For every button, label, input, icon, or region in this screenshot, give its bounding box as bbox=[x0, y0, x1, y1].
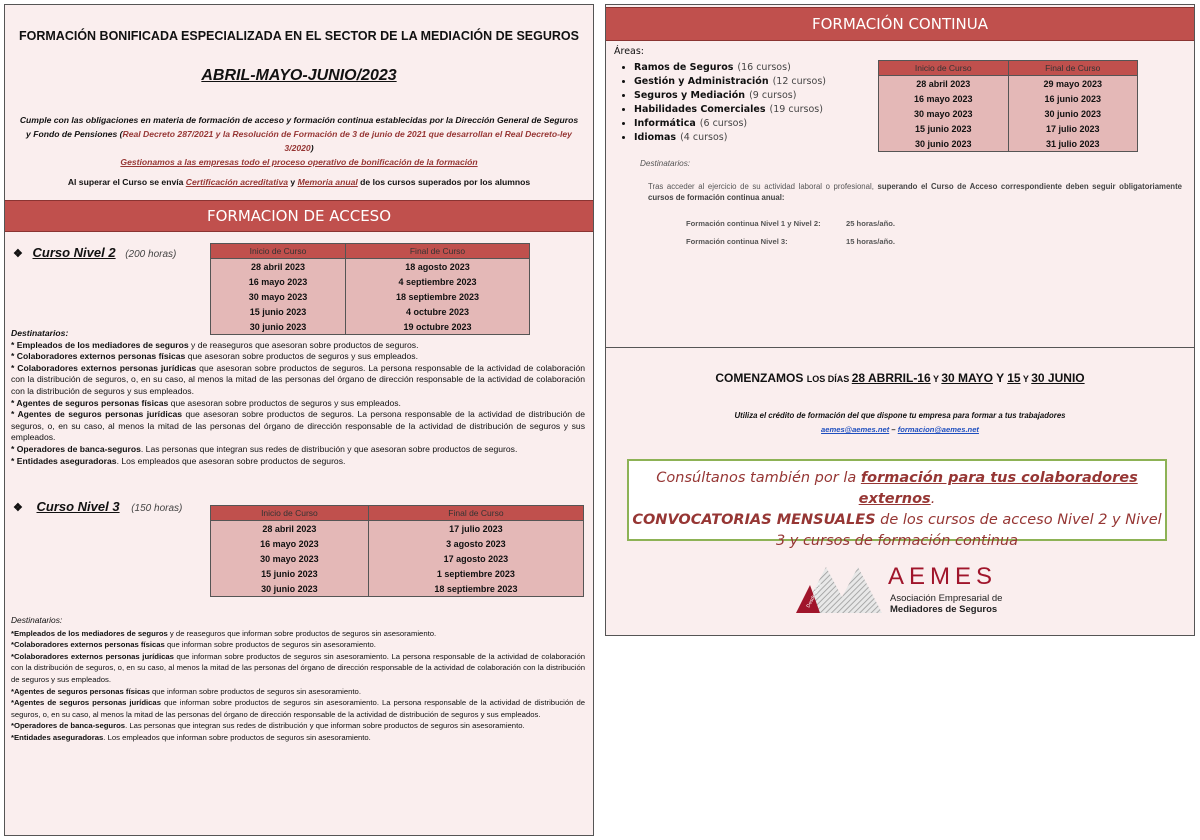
recipient-name: *Operadores de banca-seguros bbox=[11, 721, 126, 731]
hours-label: Formación continua Nivel 3: bbox=[686, 237, 788, 246]
intro-obligations bbox=[17, 113, 581, 155]
intro-management: Gestionamos a las empresas todo el proceso operativo de bonificación de la formación bbox=[120, 157, 478, 167]
area-name: Gestión y Administración bbox=[634, 76, 769, 87]
area-count: (4 cursos) bbox=[680, 132, 728, 143]
start-a: COMENZAMOS bbox=[715, 371, 807, 385]
col-start-header: Inicio de Curso bbox=[211, 244, 346, 259]
logo-name: AEMES bbox=[888, 563, 998, 590]
area-count: (16 cursos) bbox=[737, 62, 791, 73]
recipient-item bbox=[11, 732, 585, 744]
col-start-header: Inicio de Curso bbox=[879, 61, 1009, 76]
start-date-cell: 16 mayo 2023 bbox=[211, 536, 369, 551]
credit-text: Utiliza el crédito de formación del que dispone tu empresa para formar a tus trabajadores bbox=[734, 411, 1066, 420]
recipient-name: * Empleados de los mediadores de seguros bbox=[11, 339, 189, 350]
recipient-name: *Agentes de seguros personas físicas bbox=[11, 686, 150, 696]
end-date-cell: 16 junio 2023 bbox=[1008, 91, 1138, 106]
promo-a: Consúltanos también por la bbox=[656, 470, 861, 486]
recipient-item bbox=[11, 398, 585, 410]
recipient-item bbox=[11, 628, 585, 640]
end-date-cell: 3 agosto 2023 bbox=[368, 536, 583, 551]
cert-text-e: de los cursos superados por los alumnos bbox=[357, 177, 531, 187]
continua-dates-table bbox=[878, 60, 1138, 152]
recipient-desc: y de reaseguros que asesoran sobre productos de seguros. bbox=[188, 339, 419, 350]
continua-recipients-title: Destinatarios: bbox=[640, 159, 691, 168]
section-header-acceso: FORMACION DE ACCESO bbox=[5, 200, 593, 232]
col-end-header: Final de Curso bbox=[368, 506, 583, 521]
date-row bbox=[879, 91, 1138, 106]
promo-box bbox=[627, 459, 1167, 549]
date-row bbox=[211, 274, 530, 289]
email-separator: – bbox=[889, 425, 898, 434]
nivel2-recipients bbox=[11, 328, 585, 467]
area-item bbox=[634, 61, 874, 75]
date-row bbox=[879, 106, 1138, 121]
recipient-name: *Empleados de los mediadores de seguros bbox=[11, 628, 168, 638]
area-count: (12 cursos) bbox=[772, 76, 826, 87]
hours-values bbox=[846, 215, 895, 251]
memoria-link: Memoria anual bbox=[297, 177, 358, 187]
start-date-cell: 30 mayo 2023 bbox=[879, 106, 1009, 121]
promo-b: formación para tus colaboradores externos bbox=[858, 470, 1138, 507]
date-row bbox=[211, 551, 584, 566]
end-date-cell: 4 septiembre 2023 bbox=[346, 274, 530, 289]
end-date-cell: 1 septiembre 2023 bbox=[368, 566, 583, 581]
cert-text-a: Al superar el Curso se envía bbox=[67, 177, 186, 187]
intro-text-a: Cumple con las obligaciones en materia de formación de acceso y formación continua establecidas por la Dirección General de Seguros y Fondo de Pensiones ( bbox=[19, 115, 579, 139]
recipient-item bbox=[11, 456, 585, 468]
start-date-cell: 30 junio 2023 bbox=[211, 581, 369, 597]
date-row bbox=[211, 566, 584, 581]
recipient-name: * Colaboradores externos personas jurídicas bbox=[11, 362, 197, 373]
start-dates bbox=[606, 371, 1194, 385]
cert-text-c: y bbox=[288, 177, 298, 187]
recipient-desc: y de reaseguros que informan sobre productos de seguros sin asesoramiento. bbox=[167, 628, 437, 638]
logo-ribbon-text: Desde 1978 bbox=[805, 582, 824, 609]
end-date-cell: 18 agosto 2023 bbox=[346, 259, 530, 275]
email-link-formacion[interactable]: formacion@aemes.net bbox=[897, 425, 979, 434]
start-date-cell: 28 abril 2023 bbox=[879, 76, 1009, 92]
start-c: 28 ABRRIL-16 bbox=[851, 371, 931, 385]
area-item bbox=[634, 103, 874, 117]
emails bbox=[606, 425, 1194, 434]
recipient-item bbox=[11, 444, 585, 456]
start-date-cell: 30 junio 2023 bbox=[211, 319, 346, 335]
nivel3-dates-table bbox=[210, 505, 584, 597]
end-date-cell: 31 julio 2023 bbox=[1008, 136, 1138, 152]
area-item bbox=[634, 89, 874, 103]
email-link-aemes[interactable]: aemes@aemes.net bbox=[821, 425, 890, 434]
areas-title: Áreas: bbox=[614, 46, 645, 57]
right-flyer-panel bbox=[605, 4, 1195, 636]
recipient-desc: que asesoran sobre productos de seguros. La persona responsable de la actividad de distribución de seguros, o, en su caso, al menos la mitad de las personas del órgano de dirección responsable de la actividad de distribución de seguros y sus empleados. bbox=[11, 409, 585, 443]
date-row bbox=[879, 121, 1138, 136]
start-date-cell: 15 junio 2023 bbox=[211, 566, 369, 581]
recipient-name: * Entidades aseguradoras bbox=[11, 455, 117, 466]
area-name: Ramos de Seguros bbox=[634, 62, 734, 73]
nivel3-recipients bbox=[11, 615, 585, 744]
recipient-item bbox=[11, 697, 585, 720]
recipient-name: *Colaboradores externos personas físicas bbox=[11, 640, 165, 650]
area-name: Informática bbox=[634, 118, 696, 129]
recipient-item bbox=[11, 639, 585, 651]
date-row bbox=[211, 536, 584, 551]
hours-label: Formación continua Nivel 1 y Nivel 2: bbox=[686, 219, 821, 228]
area-name: Seguros y Mediación bbox=[634, 90, 746, 101]
col-end-header: Final de Curso bbox=[346, 244, 530, 259]
bullet-icon: ❖ bbox=[13, 502, 23, 514]
course-nivel3-heading bbox=[13, 499, 182, 514]
areas-list bbox=[614, 45, 874, 145]
area-name: Habilidades Comerciales bbox=[634, 104, 766, 115]
recipients-title: Destinatarios: bbox=[11, 615, 63, 625]
end-date-cell: 4 octubre 2023 bbox=[346, 304, 530, 319]
recipient-desc: que informan sobre productos de seguros sin asesoramiento. bbox=[164, 640, 376, 650]
logo-sub1: Asociación Empresarial de bbox=[890, 593, 1003, 604]
recipient-desc: que informan sobre productos de seguros sin asesoramiento. La persona responsable de la actividad de colaboración con la distribución de seguros, o, en su caso, al menos la mitad de las personas del órgano de dirección responsable de la actividad de colaboración con la distribución de seguros y sus empleados. bbox=[11, 651, 585, 684]
recipient-name: *Agentes de seguros personas jurídicas bbox=[11, 698, 161, 708]
date-row bbox=[211, 289, 530, 304]
course-nivel3-hours: (150 horas) bbox=[131, 503, 183, 514]
nivel2-dates-table bbox=[210, 243, 530, 335]
recipient-item bbox=[11, 686, 585, 698]
logo-sub2: Mediadores de Seguros bbox=[890, 604, 998, 615]
recipient-desc: . Los empleados que informan sobre productos de seguros sin asesoramiento. bbox=[103, 732, 371, 742]
area-item bbox=[634, 117, 874, 131]
end-date-cell: 17 agosto 2023 bbox=[368, 551, 583, 566]
area-count: (19 cursos) bbox=[769, 104, 823, 115]
cert-link: Certificación acreditativa bbox=[185, 177, 289, 187]
start-date-cell: 28 abril 2023 bbox=[211, 259, 346, 275]
recipient-item bbox=[11, 340, 585, 352]
end-date-cell: 30 junio 2023 bbox=[1008, 106, 1138, 121]
recipients-title: Destinatarios: bbox=[11, 328, 69, 338]
start-date-cell: 30 mayo 2023 bbox=[211, 551, 369, 566]
recipient-item bbox=[11, 351, 585, 363]
course-nivel2-name: Curso Nivel 2 bbox=[32, 245, 116, 260]
area-item bbox=[634, 75, 874, 89]
intro-decree: Real Decreto 287/2021 y la Resolución de Formación de 3 de junio de 2021 que desarrollan el Real Decreto-ley 3/2020 bbox=[122, 129, 572, 153]
logo-subtitle bbox=[890, 593, 1002, 615]
start-date-cell: 16 mayo 2023 bbox=[211, 274, 346, 289]
aemes-logo bbox=[796, 563, 1016, 617]
col-end-header: Final de Curso bbox=[1008, 61, 1138, 76]
recipient-item bbox=[11, 363, 585, 398]
area-item bbox=[634, 131, 874, 145]
start-e: 30 MAYO bbox=[941, 371, 993, 385]
start-date-cell: 16 mayo 2023 bbox=[879, 91, 1009, 106]
start-h: Y bbox=[1020, 374, 1032, 384]
start-i: 30 JUNIO bbox=[1031, 371, 1085, 385]
recipient-name: * Agentes de seguros personas físicas bbox=[11, 397, 169, 408]
continua-recipients-b: superando el Curso de Acceso correspondiente deben seguir obligatoriamente cursos de formación continua anual: bbox=[648, 182, 1183, 202]
start-d: Y bbox=[930, 374, 942, 384]
start-date-cell: 15 junio 2023 bbox=[211, 304, 346, 319]
start-f: Y bbox=[992, 371, 1008, 385]
start-b: LOS DÍAS bbox=[806, 374, 852, 384]
hours-labels bbox=[686, 215, 821, 251]
date-row bbox=[879, 76, 1138, 92]
recipient-desc: que asesoran sobre productos de seguros y sus empleados. bbox=[168, 397, 401, 408]
recipient-desc: que informan sobre productos de seguros sin asesoramiento. La persona responsable de la actividad de distribución de seguros, o, en su caso, al menos la mitad de las personas del órgano de dirección responsable de la actividad de distribución de seguros y sus empleados. bbox=[11, 698, 585, 719]
recipient-desc: que informan sobre productos de seguros sin asesoramiento. bbox=[149, 686, 361, 696]
start-date-cell: 30 junio 2023 bbox=[879, 136, 1009, 152]
date-row bbox=[211, 521, 584, 537]
section-header-continua: FORMACIÓN CONTINUA bbox=[606, 7, 1194, 41]
end-date-cell: 19 octubre 2023 bbox=[346, 319, 530, 335]
intro-text-c: ) bbox=[310, 143, 314, 153]
date-row bbox=[879, 136, 1138, 152]
start-date-cell: 28 abril 2023 bbox=[211, 521, 369, 537]
aemes-logo-icon bbox=[796, 563, 884, 617]
recipient-desc: que asesoran sobre productos de seguros. La persona responsable de la actividad de colaboración con la distribución de seguros, o, en su caso, al menos la mitad de las personas del órgano de dirección responsable de la actividad de colaboración con la distribución de seguros y sus empleados. bbox=[11, 362, 586, 396]
date-row bbox=[211, 304, 530, 319]
recipient-desc: . Las personas que integran sus redes de distribución y que informan sobre productos de seguros sin asesoramiento. bbox=[125, 721, 525, 731]
col-start-header: Inicio de Curso bbox=[211, 506, 369, 521]
recipient-desc: . Las personas que integran sus redes de distribución y que asesoran sobre productos de seguros. bbox=[140, 443, 518, 454]
area-count: (6 cursos) bbox=[699, 118, 748, 129]
course-nivel2-heading bbox=[13, 245, 176, 260]
start-date-cell: 30 mayo 2023 bbox=[211, 289, 346, 304]
course-nivel3-name: Curso Nivel 3 bbox=[36, 499, 120, 514]
hours-value: 15 horas/año. bbox=[846, 237, 895, 246]
promo-d: CONVOCATORIAS MENSUALES bbox=[632, 512, 876, 528]
main-title: FORMACIÓN BONIFICADA ESPECIALIZADA EN EL SECTOR DE LA MEDIACIÓN DE SEGUROS bbox=[19, 29, 579, 43]
intro-text bbox=[17, 113, 581, 189]
bullet-icon: ❖ bbox=[13, 248, 23, 260]
divider bbox=[606, 347, 1194, 348]
course-nivel2-hours: (200 horas) bbox=[125, 249, 177, 260]
end-date-cell: 29 mayo 2023 bbox=[1008, 76, 1138, 92]
end-date-cell: 17 julio 2023 bbox=[368, 521, 583, 537]
recipient-item bbox=[11, 409, 585, 444]
area-count: (9 cursos) bbox=[749, 90, 797, 101]
intro-certificate bbox=[17, 175, 581, 189]
promo-c: . bbox=[930, 491, 936, 507]
recipient-name: *Entidades aseguradoras bbox=[11, 732, 104, 742]
recipient-desc: que asesoran sobre productos de seguros y sus empleados. bbox=[185, 351, 418, 362]
recipient-item bbox=[11, 651, 585, 686]
recipient-name: * Colaboradores externos personas físicas bbox=[11, 351, 186, 362]
continua-recipients-text bbox=[648, 181, 1182, 203]
end-date-cell: 17 julio 2023 bbox=[1008, 121, 1138, 136]
date-row bbox=[211, 259, 530, 275]
recipient-name: * Operadores de banca-seguros bbox=[11, 443, 141, 454]
promo-e: de los cursos de acceso Nivel 2 y Nivel 3 y cursos de formación continua bbox=[775, 512, 1162, 549]
area-name: Idiomas bbox=[634, 132, 677, 143]
recipient-name: * Agentes de seguros personas jurídicas bbox=[11, 409, 183, 420]
recipient-desc: . Los empleados que asesoran sobre productos de seguros. bbox=[116, 455, 346, 466]
end-date-cell: 18 septiembre 2023 bbox=[368, 581, 583, 597]
continua-recipients-a: Tras acceder al ejercicio de su actividad laboral o profesional, bbox=[648, 182, 878, 191]
period-title: ABRIL-MAYO-JUNIO/2023 bbox=[201, 67, 397, 84]
hours-value: 25 horas/año. bbox=[846, 219, 895, 228]
start-date-cell: 15 junio 2023 bbox=[879, 121, 1009, 136]
left-flyer-panel bbox=[4, 4, 594, 836]
end-date-cell: 18 septiembre 2023 bbox=[346, 289, 530, 304]
date-row bbox=[211, 581, 584, 597]
recipient-name: *Colaboradores externos personas jurídicas bbox=[11, 651, 174, 661]
start-g: 15 bbox=[1007, 371, 1021, 385]
recipient-item bbox=[11, 720, 585, 732]
